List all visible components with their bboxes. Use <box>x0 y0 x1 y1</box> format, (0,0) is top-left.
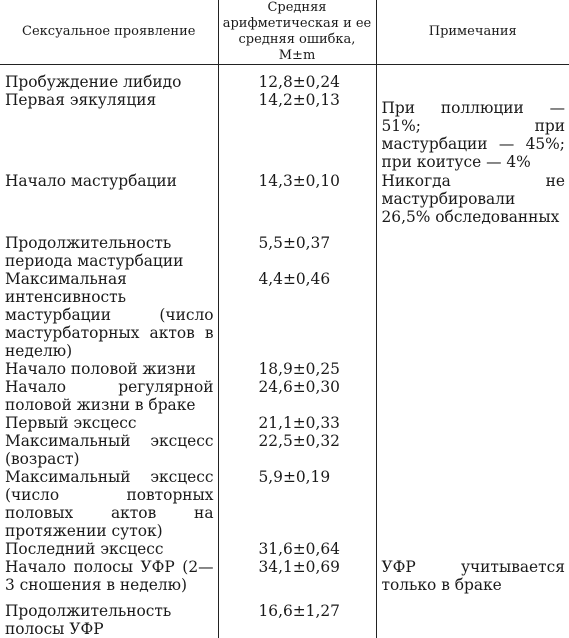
row-manifestation: Первая эякуляция <box>0 91 218 164</box>
table-row <box>0 414 569 432</box>
table-row <box>0 91 569 164</box>
table-row <box>0 468 569 540</box>
row-manifestation: Начало мастурбации <box>0 164 218 226</box>
row-manifestation: Последний эксцесс <box>0 540 218 558</box>
row-value: 24,6±0,30 <box>218 378 376 414</box>
row-note <box>376 594 569 638</box>
row-manifestation: Продолжительность периода мастурбации <box>0 226 218 270</box>
row-manifestation: Начало регулярной половой жизни в браке <box>0 378 218 414</box>
row-note <box>376 468 569 540</box>
row-value: 14,2±0,13 <box>218 91 376 164</box>
row-note <box>376 91 569 164</box>
row-note <box>376 414 569 432</box>
table-row <box>0 65 569 92</box>
row-note: УФР учитывается только в браке <box>376 558 569 594</box>
row-value: 12,8±0,24 <box>218 65 376 92</box>
row-value: 22,5±0,32 <box>218 432 376 468</box>
row-value: 5,9±0,19 <box>218 468 376 540</box>
row-value: 18,9±0,25 <box>218 360 376 378</box>
row-manifestation: Продолжительность полосы УФР <box>0 594 218 638</box>
row-manifestation: Начало половой жизни <box>0 360 218 378</box>
header-manifestation: Сексуальное проявление <box>0 0 218 65</box>
row-note <box>376 540 569 558</box>
table-row <box>0 558 569 594</box>
table-row <box>0 594 569 638</box>
row-value: 31,6±0,64 <box>218 540 376 558</box>
row-note <box>376 65 569 92</box>
row-note-text: При поллюции — 51%; при мастурбации — 45%; при коитусе — 4% <box>382 99 566 171</box>
row-value: 14,3±0,10 <box>218 164 376 226</box>
row-note <box>376 378 569 414</box>
table-row <box>0 540 569 558</box>
row-note <box>376 226 569 270</box>
row-value: 5,5±0,37 <box>218 226 376 270</box>
table-row <box>0 432 569 468</box>
row-manifestation: Начало полосы УФР (2—3 сношения в неделю) <box>0 558 218 594</box>
table-row <box>0 378 569 414</box>
row-value: 21,1±0,33 <box>218 414 376 432</box>
row-note <box>376 360 569 378</box>
table-header <box>0 0 569 65</box>
header-notes: Примечания <box>376 0 569 65</box>
table-row <box>0 226 569 270</box>
row-manifestation: Пробуждение либидо <box>0 65 218 92</box>
table-row <box>0 360 569 378</box>
header-row <box>0 0 569 65</box>
row-note: Никогда не мастурбировали 26,5% обследованных <box>376 164 569 226</box>
row-manifestation: Первый эксцесс <box>0 414 218 432</box>
table-row <box>0 270 569 360</box>
table-body <box>0 65 569 638</box>
header-mean-error: Средняя арифметическая и ее средняя ошибка, M±m <box>218 0 376 65</box>
row-manifestation: Максимальный эксцесс (число повторных половых актов на протяжении суток) <box>0 468 218 540</box>
table-row <box>0 164 569 226</box>
row-manifestation: Максимальная интенсивность мастурбации (число мастурбаторных актов в неделю) <box>0 270 218 360</box>
row-value: 4,4±0,46 <box>218 270 376 360</box>
row-manifestation: Максимальный эксцесс (возраст) <box>0 432 218 468</box>
row-value: 34,1±0,69 <box>218 558 376 594</box>
row-note <box>376 270 569 360</box>
row-note <box>376 432 569 468</box>
row-value: 16,6±1,27 <box>218 594 376 638</box>
